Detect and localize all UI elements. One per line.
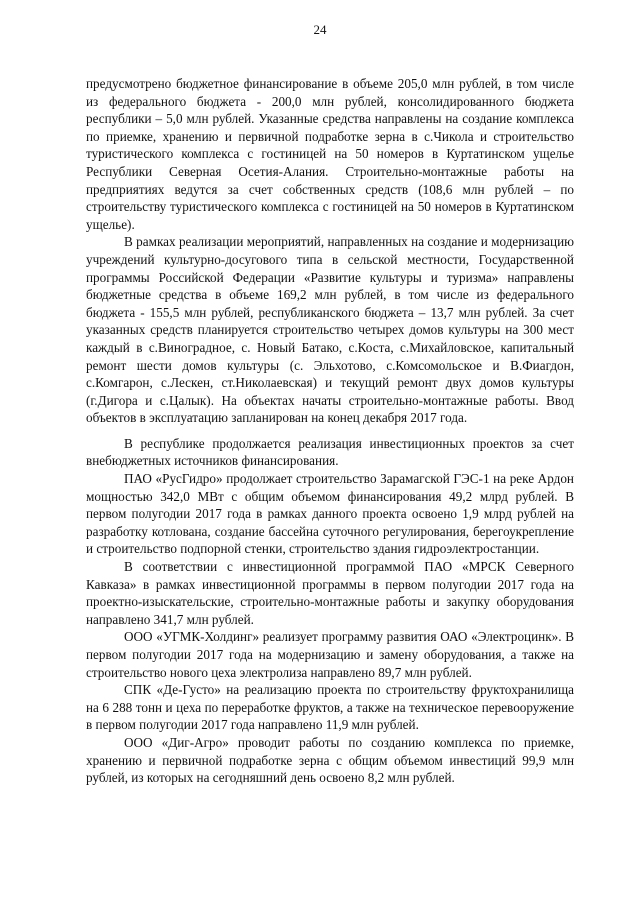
paragraph-ugmk: ООО «УГМК-Холдинг» реализует программу развития ОАО «Электроцинк». В первом полугодии 2017 года на модернизацию и замену оборудования, а также на строительство нового цеха электролиза направлено 89,7 млн рублей.: [86, 629, 574, 680]
paragraph-mrsk: В соответствии с инвестиционной программой ПАО «МРСК Северного Кавказа» в рамках инвестиционной программы в первом полугодии 2017 года на проектно-изыскательские, строительно-монтажные работы и закупку оборудования направлено 341,7 млн рублей.: [86, 559, 574, 627]
page-number: 24: [313, 22, 327, 37]
paragraph-investment-projects: В республике продолжается реализация инвестиционных проектов за счет внебюджетных источников финансирования.: [86, 435, 574, 469]
paragraph-culture-program: В рамках реализации мероприятий, направленных на создание и модернизацию учреждений культурно-досугового типа в сельской местности, Государственной программы Российской Федерации «Развитие культуры и туризма» направлены бюджетные средства в объеме 169,2 млн рублей, в том числе из федерального бюджета - 155,5 млн рублей, республиканского бюджета – 13,7 млн рублей. За счет указанных средств планируется строительство четырех домов культуры на 300 мест каждый в с.Виноградное, с. Новый Батако, с.Коста, с.Михайловское, капитальный ремонт шести домов культуры (с. Эльхотово, с.Комсомольское и В.Фиагдон, с.Комгарон, с.Лескен, ст.Николаевская) и текущий ремонт двух домов культуры (г.Дигора и с.Цалык). На объектах начаты строительно-монтажные работы. Ввод объектов в эксплуатацию запланирован на конец декабря 2017 года.: [86, 234, 574, 426]
paragraph-budget-financing: предусмотрено бюджетное финансирование в объеме 205,0 млн рублей, в том числе из федерального бюджета - 200,0 млн рублей, консолидированного бюджета республики – 5,0 млн рублей. Указанные средства направлены на создание комплекса по приемке, хранению и первичной подработке зерна в с.Чикола и строительство туристического комплекса с гостиницей на 50 номеров в Куртатинском ущелье Республики Северная Осетия-Алания. Строительно-монтажные работы на предприятиях ведутся за счет собственных средств (108,6 млн рублей – по строительству туристического комплекса с гостиницей на 50 номеров в Куртатинском ущелье).: [86, 76, 574, 232]
paragraph-rushydro: ПАО «РусГидро» продолжает строительство Зарамагской ГЭС-1 на реке Ардон мощностью 342,0 МВт с общим объемом финансирования 49,2 млрд рублей. В первом полугодии 2017 года в рамках данного проекта освоено 1,9 млрд рублей на разработку котлована, создание бассейна суточного регулирования, берегоукрепление и строительство подпорной стенки, строительство здания гидроэлектростанции.: [86, 471, 574, 557]
paragraph-de-gusto: СПК «Де-Густо» на реализацию проекта по строительству фруктохранилища на 6 288 тонн и цеха по переработке фруктов, а также на техническое перевооружение в первом полугодии 2017 года направлено 11,9 млн рублей.: [86, 682, 574, 733]
paragraph-dig-agro: ООО «Диг-Агро» проводит работы по созданию комплекса по приемке, хранению и первичной подработке зерна с общим объемом инвестиций 99,9 млн рублей, из которых на сегодняшний день освоено 8,2 млн рублей.: [86, 734, 574, 786]
document-body: [86, 75, 574, 787]
